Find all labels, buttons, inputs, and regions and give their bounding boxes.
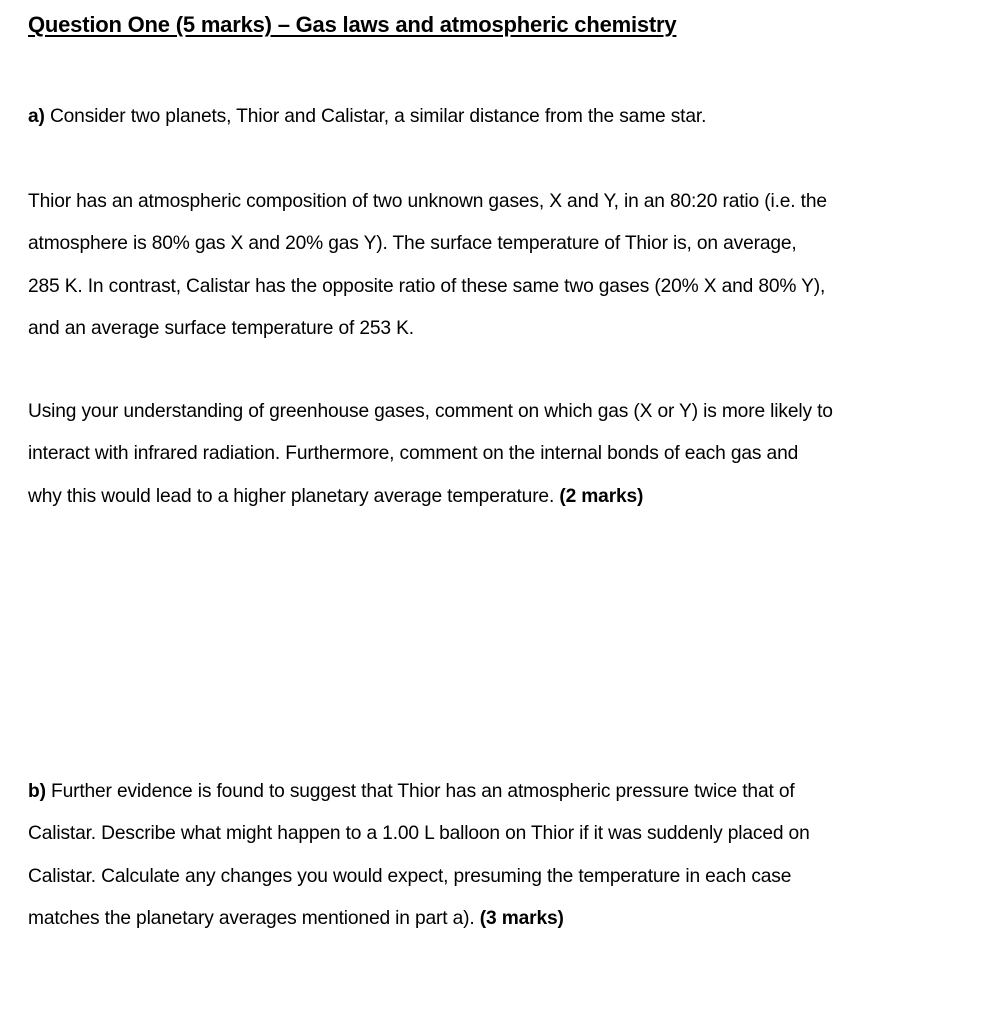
question-line: interact with infrared radiation. Furthermore, comment on the internal bonds of each gas and (28, 443, 799, 465)
part-b-line: Calistar. Describe what might happen to a 1.00 L balloon on Thior if it was suddenly placed on (28, 823, 810, 845)
part-a-intro-text: Consider two planets, Thior and Calistar, a similar distance from the same star. (44, 106, 707, 127)
part-b-line-text: Further evidence is found to suggest that Thior has an atmospheric pressure twice that of (45, 781, 795, 802)
question-line: Using your understanding of greenhouse gases, comment on which gas (X or Y) is more likely to (28, 401, 833, 422)
part-b-line-first (28, 771, 958, 813)
part-a-intro-line (28, 96, 958, 138)
thior-line: Thior has an atmospheric composition of two unknown gases, X and Y, in an 80:20 ratio (i.e. the (28, 191, 827, 212)
question-line-text: why this would lead to a higher planetary average temperature. (28, 485, 560, 507)
thior-line: 285 K. In contrast, Calistar has the opposite ratio of these same two gases (20% X and 80% Y), (28, 275, 826, 297)
part-b-label: b) (28, 781, 46, 802)
part-a-question (28, 391, 958, 518)
question-line-last (28, 476, 958, 518)
part-a-label: a) (28, 106, 45, 127)
part-a-marks: (2 marks) (559, 485, 644, 507)
question-heading: Question One (5 marks) – Gas laws and atmospheric chemistry (28, 12, 677, 37)
thior-line: and an average surface temperature of 253 K. (28, 317, 414, 339)
thior-line: atmosphere is 80% gas X and 20% gas Y). The surface temperature of Thior is, on average, (28, 233, 797, 255)
part-b-line-last (28, 898, 958, 940)
part-b-paragraph (28, 771, 958, 940)
part-b-marks: (3 marks) (479, 907, 564, 929)
thior-paragraph (28, 181, 958, 350)
part-b-line-text: matches the planetary averages mentioned in part a). (28, 907, 480, 929)
part-a-intro (28, 96, 958, 138)
part-b-line: Calistar. Calculate any changes you would expect, presuming the temperature in each case (28, 865, 792, 887)
